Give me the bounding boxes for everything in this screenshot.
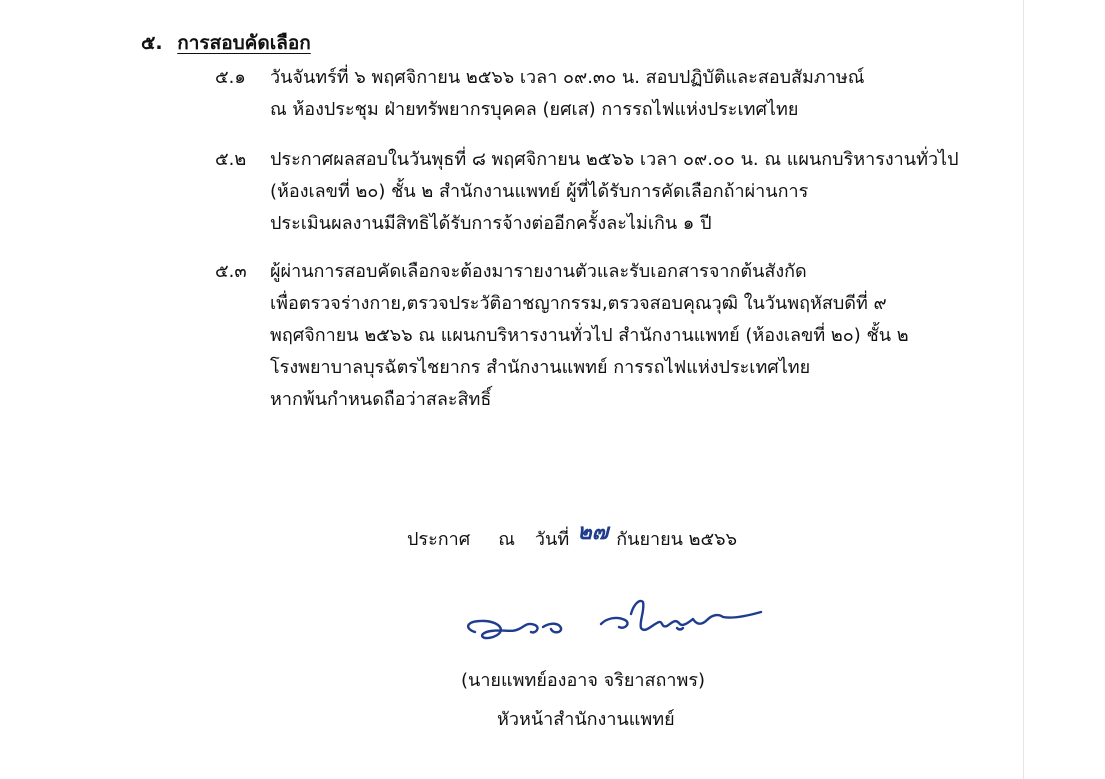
item-line: เพื่อตรวจร่างกาย,ตรวจประวัติอาชญากรรม,ตรวจสอบคุณวุฒิ ในวันพฤหัสบดีที่ ๙ [270, 293, 887, 314]
item-line: โรงพยาบาลบุรฉัตรไชยากร สำนักงานแพทย์ การรถไฟแห่งประเทศไทย [270, 357, 811, 378]
signature-drawing [455, 592, 775, 652]
signer-name: (นายแพทย์องอาจ จริยาสถาพร) [461, 670, 706, 691]
item-line: วันจันทร์ที่ ๖ พฤศจิกายน ๒๕๖๖ เวลา ๐๙.๓๐ น. สอบปฏิบัติและสอบสัมภาษณ์ [270, 67, 865, 88]
handwritten-signature [455, 592, 775, 652]
item-line: พฤศจิกายน ๒๕๖๖ ณ แผนกบริหารงานทั่วไป สำนักงานแพทย์ (ห้องเลขที่ ๒๐) ชั้น ๒ [270, 325, 909, 346]
announcement-at: ณ [498, 529, 515, 550]
item-line: ผู้ผ่านการสอบคัดเลือกจะต้องมารายงานตัวและรับเอกสารจากต้นสังกัด [270, 261, 807, 282]
section-number: ๕. [141, 32, 163, 54]
announcement-day-label: วันที่ [534, 529, 570, 550]
item-text [270, 256, 1020, 416]
item-line: ประกาศผลสอบในวันพุธที่ ๘ พฤศจิกายน ๒๕๖๖ เวลา ๐๙.๐๐ น. ณ แผนกบริหารงานทั่วไป [270, 149, 959, 170]
item-line: ณ ห้องประชุม ฝ่ายทรัพยากรบุคคล (ยศเส) การรถไฟแห่งประเทศไทย [270, 99, 799, 120]
item-line: (ห้องเลขที่ ๒๐) ชั้น ๒ สำนักงานแพทย์ ผู้ที่ได้รับการคัดเลือกถ้าผ่านการ [270, 181, 809, 202]
item-line: หากพ้นกำหนดถือว่าสละสิทธิ์ [270, 389, 492, 410]
section-title: การสอบคัดเลือก [177, 32, 311, 54]
item-number: ๕.๓ [215, 261, 247, 282]
item-line: ประเมินผลงานมีสิทธิได้รับการจ้างต่ออีกครั้งละไม่เกิน ๑ ปี [270, 213, 712, 234]
item-text [270, 144, 1020, 240]
announcement-date-line [407, 520, 737, 555]
page-edge-line [1023, 0, 1024, 779]
announcement-prefix: ประกาศ [407, 529, 471, 550]
item-number: ๕.๒ [215, 149, 247, 170]
signer-position: หัวหน้าสำนักงานแพทย์ [497, 709, 675, 730]
item-text [270, 62, 1020, 126]
announcement-month-year: กันยายน ๒๕๖๖ [616, 529, 738, 550]
handwritten-day: ๒๗ [577, 519, 609, 545]
item-number: ๕.๑ [215, 67, 246, 88]
section-heading [141, 28, 311, 58]
